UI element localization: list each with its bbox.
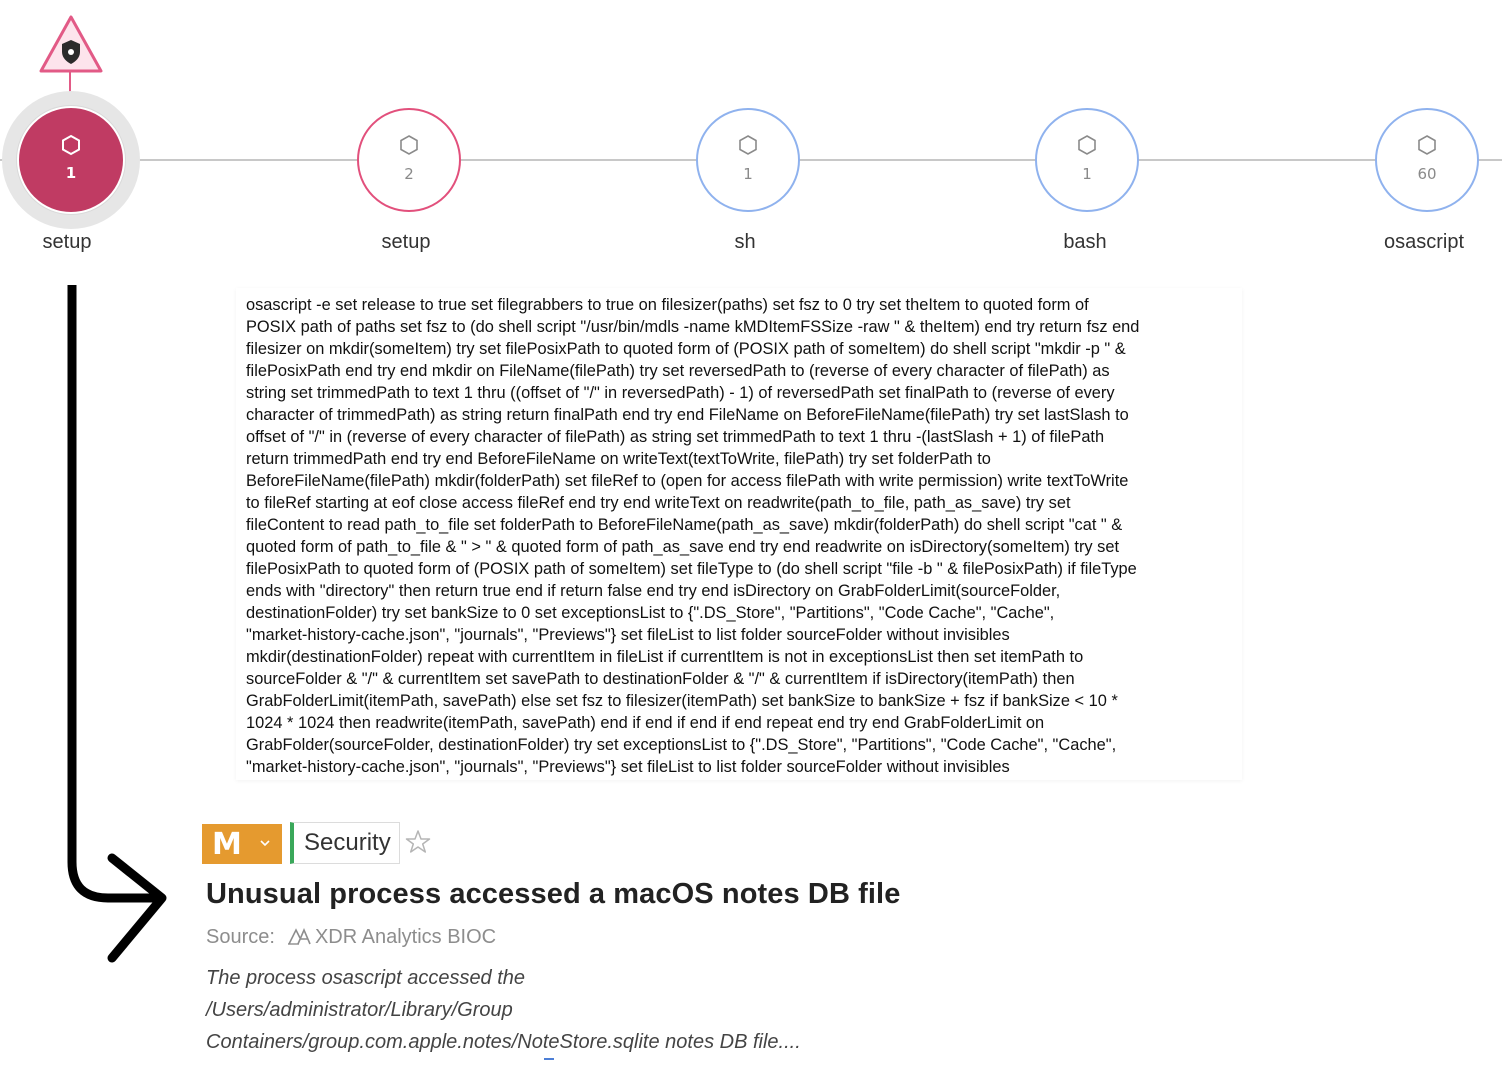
command-line-row: POSIX path of paths set fsz to (do shell script "/usr/bin/mdls -name kMDItemFSSize -raw " & theItem) end try return fsz end xyxy=(246,318,1140,336)
process-node-bash[interactable] xyxy=(1035,108,1139,212)
hexagon-icon xyxy=(19,132,123,158)
command-line-row: string set trimmedPath to text 1 thru ((offset of "/" in reversedPath) - 1) of reversedPath set finalPath to (reverse of every xyxy=(246,384,1115,402)
node-count: 1 xyxy=(65,164,77,182)
command-line-row: filesizer on mkdir(someItem) try set filePosixPath to quoted form of (POSIX path of someItem) do shell script "mkdir -p " & xyxy=(246,340,1126,358)
alert-source xyxy=(206,926,496,949)
command-line-row: GrabFolderLimit(itemPath, savePath) else set fsz to filesizer(itemPath) set bankSize to bankSize + fsz if bankSize < 10 * xyxy=(246,692,1118,710)
command-line-row: "market-history-cache.json", "journals", "Previews"} set fileList to list folder sourceFolder without invisibles xyxy=(246,758,1010,776)
hexagon-icon xyxy=(698,132,802,158)
source-label: Source: xyxy=(206,926,275,948)
command-line-row: GrabFolder(sourceFolder, destinationFolder) try set exceptionsList to {".DS_Store", "Partitions", "Code Cache", "Cache", xyxy=(246,736,1117,754)
command-line-row: return trimmedPath end try end BeforeFileName on writeText(textToWrite, filePath) try set folderPath to xyxy=(246,450,991,468)
command-line-row: quoted form of path_to_file & " > " & quoted form of path_as_save end try end readwrite on isDirectory(someItem) try set xyxy=(246,538,1120,556)
hexagon-icon xyxy=(1037,132,1141,158)
description-line: Containers/group.com.apple.notes/NoteStore.sqlite notes DB file.... xyxy=(206,1031,801,1053)
node-count: 1 xyxy=(743,165,753,183)
command-line-row: ends with "directory" then return true end if return false end try end isDirectory on GrabFolderLimit(sourceFolder, xyxy=(246,582,1061,600)
hexagon-icon xyxy=(359,132,463,158)
node-label: setup xyxy=(42,231,92,253)
text-cursor-marker xyxy=(544,1058,554,1060)
node-count: 2 xyxy=(404,165,414,183)
command-line-row: character of trimmedPath) as string return finalPath end try end FileName on BeforeFileName(filePath) try set lastSlash to xyxy=(246,406,1129,424)
category-tag[interactable]: Security xyxy=(290,822,400,864)
command-line-row: destinationFolder) try set bankSize to 0 set exceptionsList to {".DS_Store", "Partitions", "Code Cache", "Cache", xyxy=(246,604,1055,622)
node-count: 1 xyxy=(1082,165,1092,183)
command-line-row: fileContent to read path_to_file set folderPath to BeforeFileName(path_as_save) mkdir(folderPath) do shell script "cat " & xyxy=(246,516,1123,534)
command-line-row: filePosixPath end try end mkdir on FileName(filePath) try set reversedPath to (reverse of every character of filePath) as xyxy=(246,362,1110,380)
severity-label: M xyxy=(212,827,242,862)
node-count: 60 xyxy=(1417,165,1437,183)
description-line: The process osascript accessed the xyxy=(206,967,526,989)
command-line-row: to fileRef starting at eof close access fileRef end try end writeText on readwrite(path_to_file, path_as_save) try set xyxy=(246,494,1071,512)
command-line-row: offset of "/" in (reverse of every character of filePath) as string set trimmedPath to text 1 thru -(lastSlash + 1) of filePath xyxy=(246,428,1105,446)
analytics-icon xyxy=(287,926,311,946)
alert-description xyxy=(206,962,846,1058)
process-node-setup-1[interactable] xyxy=(17,106,125,214)
process-node-osascript[interactable] xyxy=(1375,108,1479,212)
node-label: setup xyxy=(381,231,431,253)
command-line-row: filePosixPath to quoted form of (POSIX path of someItem) set fileType to (do shell script "file -b " & filePosixPath) if fileType xyxy=(246,560,1137,578)
node-label: sh xyxy=(734,231,756,253)
chevron-down-icon xyxy=(258,836,272,850)
command-line-row: BeforeFileName(filePath) mkdir(folderPath) set fileRef to (open for access filePath with write permission) write textToWrite xyxy=(246,472,1129,490)
hexagon-icon xyxy=(1377,132,1481,158)
description-line: /Users/administrator/Library/Group xyxy=(206,999,513,1021)
process-node-sh[interactable] xyxy=(696,108,800,212)
severity-dropdown[interactable] xyxy=(202,824,282,864)
alert-title: Unusual process accessed a macOS notes DB file xyxy=(206,878,901,910)
command-line-row: 1024 * 1024 then readwrite(itemPath, savePath) end if end if end if end repeat end try end GrabFolderLimit on xyxy=(246,714,1045,732)
star-icon[interactable] xyxy=(404,828,432,856)
node-label: osascript xyxy=(1383,231,1465,253)
node-label: bash xyxy=(1063,231,1107,253)
shield-warning-icon[interactable] xyxy=(38,14,104,74)
command-line-row: mkdir(destinationFolder) repeat with currentItem in fileList if currentItem is not in exceptionsList then set itemPath to xyxy=(246,648,1084,666)
command-line-text xyxy=(236,288,1242,780)
process-node-setup-2[interactable] xyxy=(357,108,461,212)
command-line-row: osascript -e set release to true set filegrabbers to true on filesizer(paths) set fsz to 0 try set theItem to quoted form of xyxy=(246,296,1089,314)
source-value: XDR Analytics BIOC xyxy=(314,926,497,948)
command-line-row: "market-history-cache.json", "journals", "Previews"} set fileList to list folder sourceFolder without invisibles xyxy=(246,626,1010,644)
command-line-row: sourceFolder & "/" & currentItem set savePath to destinationFolder & "/" & currentItem if isDirectory(itemPath) then xyxy=(246,670,1075,688)
